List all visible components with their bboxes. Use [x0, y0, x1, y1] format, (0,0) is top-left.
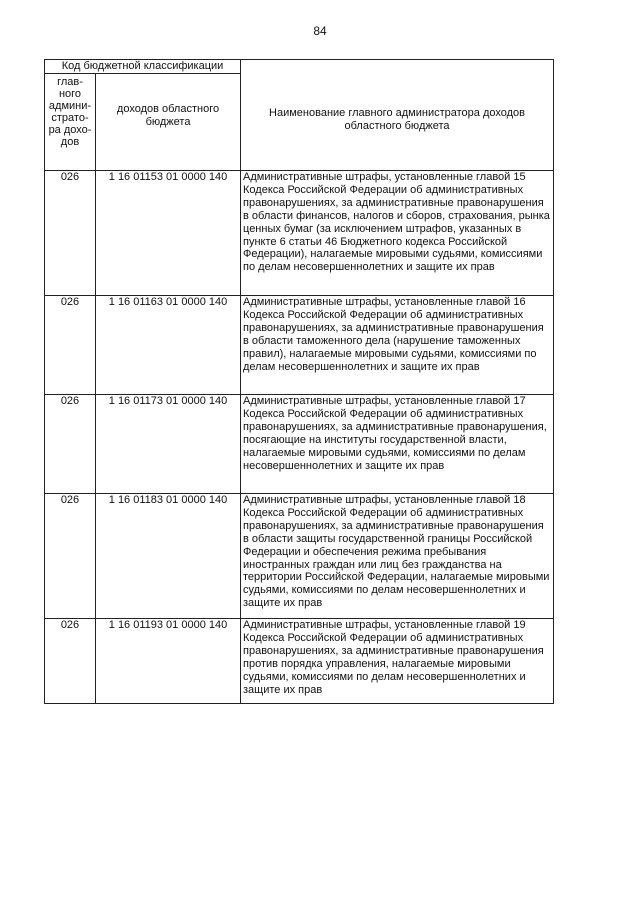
table-row [45, 619, 554, 704]
income-code-cell: 1 16 01183 01 0000 140 [96, 494, 241, 619]
table-row [45, 171, 554, 296]
header-regional-budget-income: доходов областного бюджета [96, 74, 241, 171]
admin-code-cell: 026 [45, 395, 96, 494]
table-header-row-group [45, 60, 554, 74]
admin-code-cell: 026 [45, 296, 96, 395]
admin-code-cell: 026 [45, 494, 96, 619]
income-code-cell: 1 16 01193 01 0000 140 [96, 619, 241, 704]
administrator-name-cell: Административные штрафы, установленные главой 19 Кодекса Российской Федерации об административных правонарушениях, за административные правонарушения против порядка управления, налагаемые мировыми судьями, комиссиями по делам несовершеннолетних и защите их прав [241, 619, 554, 704]
admin-code-cell: 026 [45, 171, 96, 296]
budget-classification-table [44, 59, 554, 704]
administrator-name-cell: Административные штрафы, установленные главой 15 Кодекса Российской Федерации об административных правонарушениях, за административные правонарушения в области финансов, налогов и сборов, страхования, рынка ценных бумаг (за исключением штрафов, указанных в пункте 6 статьи 46 Бюджетного кодекса Российской Федерации), налагаемые мировыми судьями, комиссиями по делам несовершеннолетних и защите их прав [241, 171, 554, 296]
income-code-cell: 1 16 01163 01 0000 140 [96, 296, 241, 395]
admin-code-cell: 026 [45, 619, 96, 704]
administrator-name-cell: Административные штрафы, установленные главой 18 Кодекса Российской Федерации об административных правонарушениях, за административные правонарушения в области защиты государственной границы Российской Федерации и обеспечения режима пребывания иностранных граждан или лиц без гражданства на территории Российской Федерации, налагаемые мировыми судьями, комиссиями по делам несовершеннолетних и защите их прав [241, 494, 554, 619]
table-row [45, 395, 554, 494]
administrator-name-cell: Административные штрафы, установленные главой 16 Кодекса Российской Федерации об административных правонарушениях, за административные правонарушения в области таможенного дела (нарушение таможенных правил), налагаемые мировыми судьями, комиссиями по делам несовершеннолетних и защите их прав [241, 296, 554, 395]
table-row [45, 296, 554, 395]
header-administrator-name: Наименование главного администратора доходов областного бюджета [241, 60, 554, 171]
page-number: 84 [313, 24, 327, 38]
header-main-administrator: глав-ного админи-страто-ра дохо-дов [45, 74, 96, 171]
table-row [45, 494, 554, 619]
income-code-cell: 1 16 01173 01 0000 140 [96, 395, 241, 494]
header-budget-classification-code: Код бюджетной классификации [45, 60, 241, 74]
administrator-name-cell: Административные штрафы, установленные главой 17 Кодекса Российской Федерации об административных правонарушениях, за административные правонарушения, посягающие на институты государственной власти, налагаемые мировыми судьями, комиссиями по делам несовершеннолетних и защите их прав [241, 395, 554, 494]
income-code-cell: 1 16 01153 01 0000 140 [96, 171, 241, 296]
